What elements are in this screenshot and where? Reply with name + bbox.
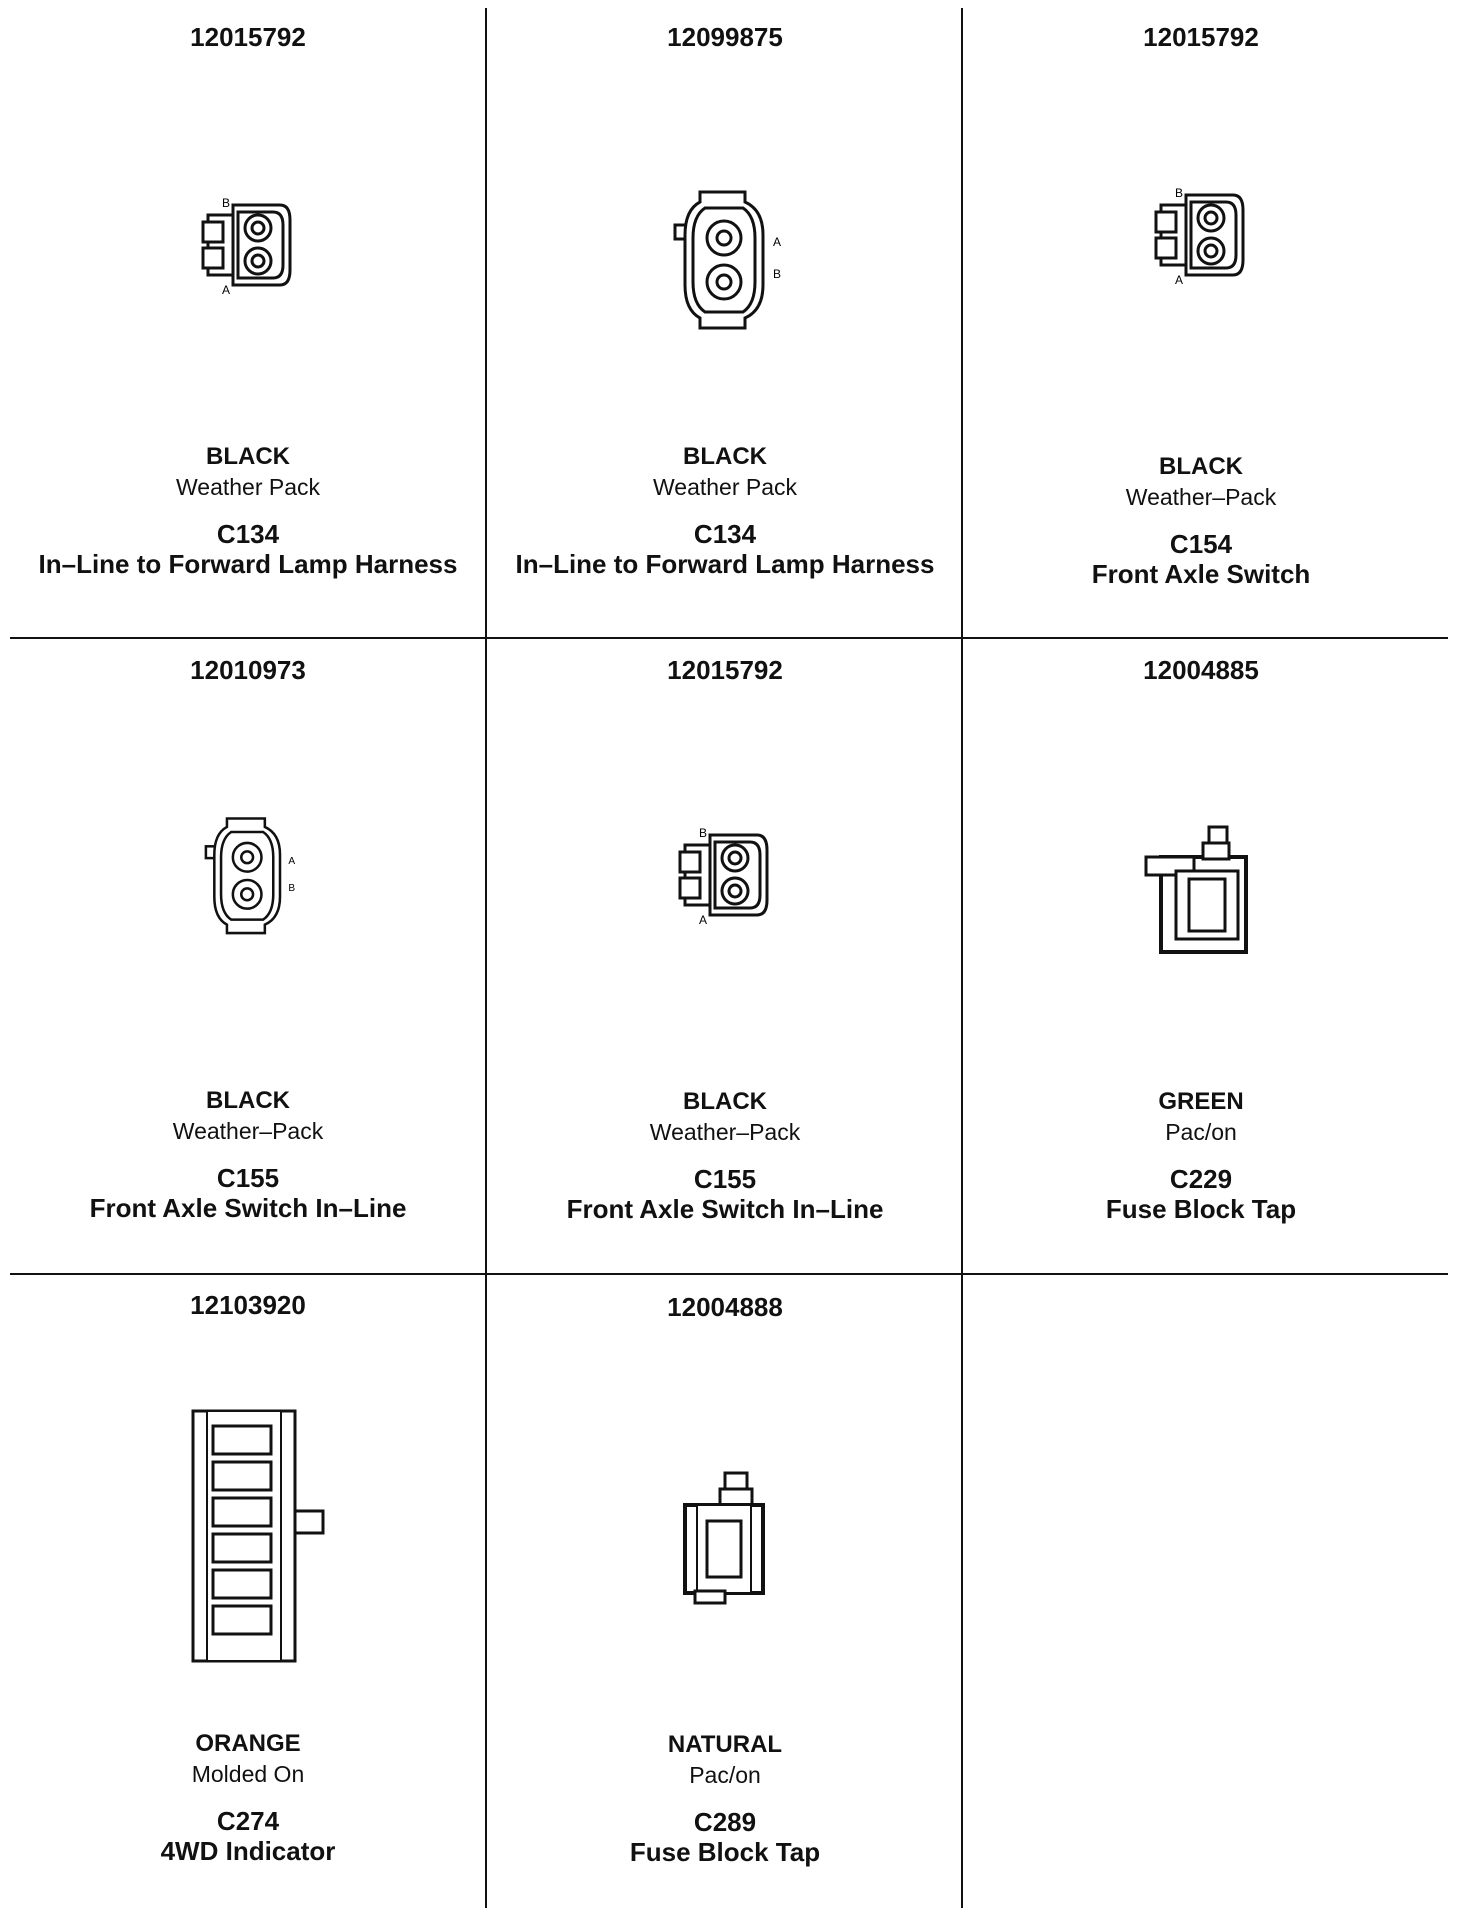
connector-info — [10, 1729, 486, 1867]
part-number: 12004885 — [1143, 655, 1259, 685]
weatherpack-round-icon — [188, 800, 308, 960]
connector-description: In–Line to Forward Lamp Harness — [38, 549, 458, 579]
weatherpack-block-icon — [1141, 150, 1261, 340]
pin-label-a: A — [288, 856, 296, 867]
connector-drawing — [963, 825, 1439, 1075]
connector-family: Weather Pack — [652, 474, 798, 500]
weatherpack-round-icon — [655, 170, 795, 360]
connector-description: Front Axle Switch In–Line — [566, 1194, 884, 1224]
pacon-tap-alt-icon — [675, 1471, 775, 1606]
connector-family: Weather–Pack — [172, 1118, 324, 1144]
connector-color: BLACK — [683, 443, 767, 470]
pin-label-b: B — [773, 267, 782, 281]
connector-description: 4WD Indicator — [160, 1836, 336, 1866]
pin-label-b: B — [222, 196, 231, 210]
connector-code: C134 — [216, 519, 280, 549]
weatherpack-block-icon — [188, 160, 308, 350]
connector-description: Front Axle Switch — [1091, 559, 1311, 589]
pacon-tap-icon — [1141, 825, 1261, 955]
pin-label-b: B — [699, 826, 708, 840]
connector-code: C134 — [693, 519, 757, 549]
connector-family: Pac/on — [689, 1762, 761, 1788]
pin-label-b: B — [288, 882, 296, 894]
connector-color: NATURAL — [667, 1731, 783, 1758]
connector-code: C154 — [1169, 529, 1233, 559]
connector-color: ORANGE — [195, 1730, 301, 1757]
connector-description: In–Line to Forward Lamp Harness — [515, 549, 935, 579]
connector-drawing — [487, 790, 963, 1040]
connector-info — [487, 1087, 963, 1225]
connector-color: BLACK — [206, 1087, 290, 1114]
part-number: 12010973 — [190, 655, 306, 685]
connector-info — [487, 1730, 963, 1868]
connector-info — [963, 452, 1439, 590]
connector-drawing — [963, 150, 1439, 400]
part-number: 12004888 — [667, 1292, 783, 1322]
connector-info — [10, 442, 486, 580]
row-divider-2 — [10, 1273, 1448, 1275]
part-number: 12015792 — [667, 655, 783, 685]
pin-label-a: A — [699, 913, 708, 927]
pin-label-a: A — [773, 235, 782, 249]
connector-info — [487, 442, 963, 580]
connector-info — [10, 1086, 486, 1224]
connector-description: Fuse Block Tap — [1105, 1194, 1297, 1224]
pin-label-a: A — [1175, 273, 1184, 287]
connector-drawing — [10, 160, 486, 410]
connector-family: Weather–Pack — [1125, 484, 1277, 510]
part-number: 12015792 — [1143, 22, 1259, 52]
connector-family: Weather–Pack — [649, 1119, 801, 1145]
part-number: 12099875 — [667, 22, 783, 52]
connector-code: C289 — [693, 1807, 757, 1837]
connector-description: Fuse Block Tap — [629, 1837, 821, 1867]
molded-6-icon — [173, 1406, 323, 1666]
connector-drawing — [10, 800, 486, 1050]
pin-label-a: A — [222, 283, 231, 297]
connector-color: BLACK — [1159, 453, 1243, 480]
connector-code: C229 — [1169, 1164, 1233, 1194]
connector-family: Weather Pack — [175, 474, 321, 500]
connector-color: BLACK — [206, 443, 290, 470]
part-number: 12015792 — [190, 22, 306, 52]
connector-drawing — [487, 170, 963, 420]
connector-code: C274 — [216, 1806, 280, 1836]
connector-drawing — [487, 1471, 963, 1611]
connector-drawing — [10, 1406, 486, 1676]
weatherpack-block-icon — [665, 790, 785, 980]
connector-info — [963, 1087, 1439, 1225]
connector-code: C155 — [693, 1164, 757, 1194]
connector-code: C155 — [216, 1163, 280, 1193]
connector-color: GREEN — [1158, 1088, 1244, 1115]
connector-color: BLACK — [683, 1088, 767, 1115]
row-divider-1 — [10, 637, 1448, 639]
part-number: 12103920 — [190, 1290, 306, 1320]
connector-description: Front Axle Switch In–Line — [89, 1193, 407, 1223]
connector-family: Pac/on — [1165, 1119, 1237, 1145]
connector-family: Molded On — [191, 1761, 305, 1787]
pin-label-b: B — [1175, 186, 1184, 200]
